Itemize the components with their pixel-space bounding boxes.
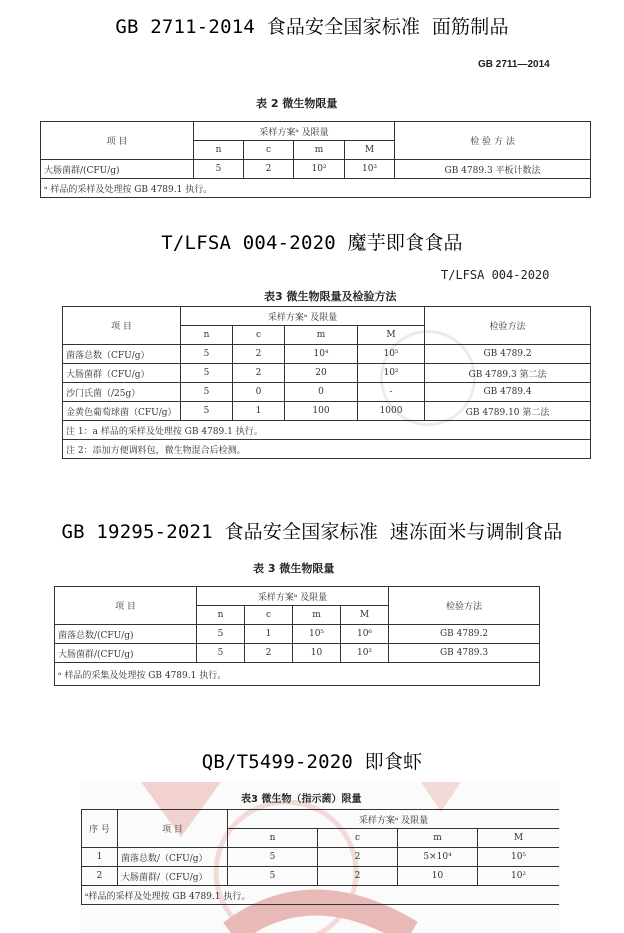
table-note: 注 2：添加方便调料包，微生物混合后检测。 xyxy=(63,440,591,459)
section-1-table-caption: 表 2 微生物限量 xyxy=(256,97,338,110)
cell-c: 2 xyxy=(244,160,294,179)
cell-item: 大肠菌群/（CFU/g） xyxy=(118,867,228,886)
cell-n: 5 xyxy=(228,867,318,886)
header-sampling-plan: 采样方案ᵃ 及限量 xyxy=(228,810,560,829)
cell-item: 沙门氏菌（/25g） xyxy=(63,383,181,402)
cell-m: 100 xyxy=(285,402,358,421)
col-n: n xyxy=(197,606,245,625)
table-note: 注 1：a 样品的采样及处理按 GB 4789.1 执行。 xyxy=(63,421,591,440)
cell-item: 大肠菌群/(CFU/g) xyxy=(55,644,197,663)
section-2-table xyxy=(62,306,591,459)
cell-c: 2 xyxy=(318,848,398,867)
col-c: c xyxy=(233,326,285,345)
header-no: 序 号 xyxy=(82,810,118,848)
cell-no: 1 xyxy=(82,848,118,867)
table-row xyxy=(55,625,540,644)
cell-n: 5 xyxy=(181,383,233,402)
cell-c: 2 xyxy=(318,867,398,886)
cell-m: 10 xyxy=(398,867,478,886)
table-row xyxy=(82,848,560,867)
cell-item: 菌落总数/(CFU/g) xyxy=(55,625,197,644)
table-row xyxy=(63,364,591,383)
table-row xyxy=(41,160,591,179)
cell-c: 1 xyxy=(245,625,293,644)
table-row xyxy=(63,345,591,364)
col-m: m xyxy=(293,606,341,625)
cell-item: 大肠菌群（CFU/g） xyxy=(63,364,181,383)
cell-c: 2 xyxy=(233,345,285,364)
cell-M: 10² xyxy=(478,867,560,886)
cell-method: GB 4789.2 xyxy=(425,345,591,364)
cell-n: 5 xyxy=(181,345,233,364)
header-sampling-plan: 采样方案ᵃ 及限量 xyxy=(181,307,425,326)
col-n: n xyxy=(181,326,233,345)
cell-M: 10² xyxy=(358,364,425,383)
cell-n: 5 xyxy=(197,644,245,663)
cell-n: 5 xyxy=(181,402,233,421)
section-4-heading: QB/T5499-2020 即食虾 xyxy=(201,751,423,773)
col-M: M xyxy=(358,326,425,345)
cell-c: 2 xyxy=(233,364,285,383)
cell-m: 10 xyxy=(293,644,341,663)
cell-c: 2 xyxy=(245,644,293,663)
cell-m: 10⁵ xyxy=(293,625,341,644)
col-m: m xyxy=(398,829,478,848)
section-2-std-code: T/LFSA 004-2020 xyxy=(441,268,550,282)
cell-method: GB 4789.4 xyxy=(425,383,591,402)
cell-no: 2 xyxy=(82,867,118,886)
table-row xyxy=(82,867,560,886)
cell-c: 1 xyxy=(233,402,285,421)
cell-m: 5×10⁴ xyxy=(398,848,478,867)
col-m: m xyxy=(285,326,358,345)
header-item: 项 目 xyxy=(63,307,181,345)
col-M: M xyxy=(345,141,395,160)
header-test-method: 检验方法 xyxy=(425,307,591,345)
cell-m: 0 xyxy=(285,383,358,402)
col-n: n xyxy=(228,829,318,848)
section-4-table xyxy=(81,809,559,905)
cell-M: 10² xyxy=(341,644,389,663)
section-3-table-caption: 表 3 微生物限量 xyxy=(253,562,335,575)
section-4-table-image xyxy=(81,782,559,933)
cell-item: 菌落总数（CFU/g） xyxy=(63,345,181,364)
cell-item: 大肠菌群/(CFU/g) xyxy=(41,160,194,179)
section-2-table-caption: 表3 微生物限量及检验方法 xyxy=(264,290,397,303)
cell-M: 10⁵ xyxy=(358,345,425,364)
cell-M: 10³ xyxy=(345,160,395,179)
col-c: c xyxy=(245,606,293,625)
cell-item: 金黄色葡萄球菌（CFU/g） xyxy=(63,402,181,421)
header-item: 项 目 xyxy=(41,122,194,160)
cell-n: 5 xyxy=(194,160,244,179)
cell-method: GB 4789.3 xyxy=(389,644,540,663)
col-M: M xyxy=(478,829,560,848)
section-4-table-caption: 表3 微生物（指示菌）限量 xyxy=(241,794,362,805)
section-1-heading: GB 2711-2014 食品安全国家标准 面筋制品 xyxy=(115,16,509,38)
section-3-heading: GB 19295-2021 食品安全国家标准 速冻面米与调制食品 xyxy=(61,521,563,543)
table-note: ᵃ 样品的采集及处理按 GB 4789.1 执行。 xyxy=(55,663,540,686)
cell-method: GB 4789.10 第二法 xyxy=(425,402,591,421)
col-M: M xyxy=(341,606,389,625)
cell-n: 5 xyxy=(197,625,245,644)
header-test-method: 检验方法 xyxy=(389,587,540,625)
cell-m: 20 xyxy=(285,364,358,383)
cell-M: 1000 xyxy=(358,402,425,421)
cell-m: 10⁴ xyxy=(285,345,358,364)
col-c: c xyxy=(318,829,398,848)
cell-M: - xyxy=(358,383,425,402)
col-c: c xyxy=(244,141,294,160)
table-note: ᵃ样品的采样及处理按 GB 4789.1 执行。 xyxy=(82,886,560,905)
cell-n: 5 xyxy=(181,364,233,383)
cell-n: 5 xyxy=(228,848,318,867)
section-1-table xyxy=(40,121,591,198)
section-1-std-code: GB 2711—2014 xyxy=(478,59,550,70)
section-3-table xyxy=(54,586,540,686)
cell-m: 10² xyxy=(294,160,345,179)
header-sampling-plan: 采样方案ᵃ 及限量 xyxy=(197,587,389,606)
table-row xyxy=(55,644,540,663)
col-m: m xyxy=(294,141,345,160)
cell-item: 菌落总数/（CFU/g） xyxy=(118,848,228,867)
header-sampling-plan: 采样方案ᵃ 及限量 xyxy=(194,122,395,141)
cell-method: GB 4789.3 平板计数法 xyxy=(395,160,591,179)
cell-method: GB 4789.3 第二法 xyxy=(425,364,591,383)
cell-M: 10⁶ xyxy=(341,625,389,644)
col-n: n xyxy=(194,141,244,160)
cell-c: 0 xyxy=(233,383,285,402)
table-row xyxy=(63,383,591,402)
header-item: 项 目 xyxy=(118,810,228,848)
table-note: ᵃ 样品的采样及处理按 GB 4789.1 执行。 xyxy=(41,179,591,198)
cell-method: GB 4789.2 xyxy=(389,625,540,644)
header-test-method: 检 验 方 法 xyxy=(395,122,591,160)
section-2-heading: T/LFSA 004-2020 魔芋即食食品 xyxy=(161,232,463,254)
header-item: 项 目 xyxy=(55,587,197,625)
table-row xyxy=(63,402,591,421)
cell-M: 10⁵ xyxy=(478,848,560,867)
